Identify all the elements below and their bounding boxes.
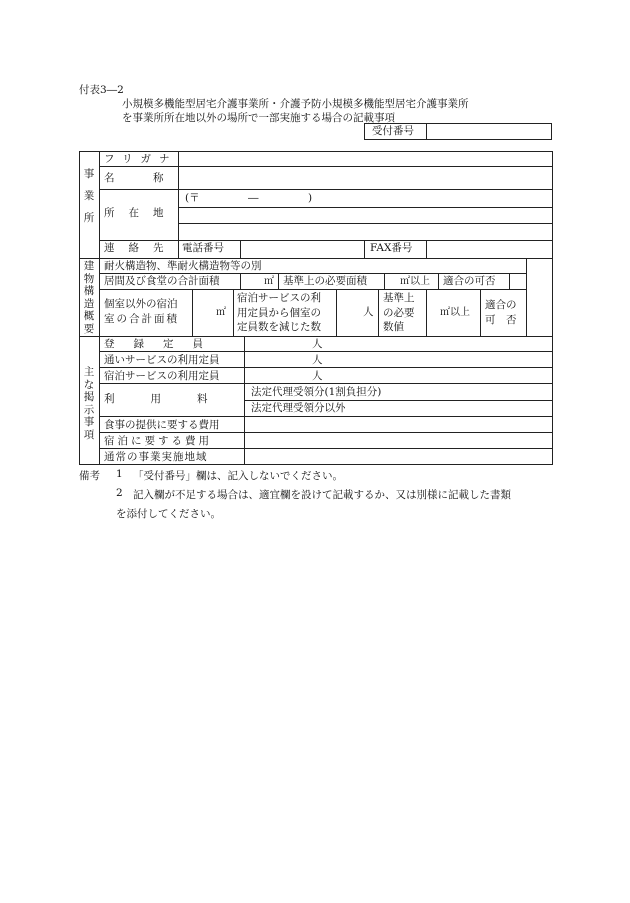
building-section-label: 建物構造概要: [83, 260, 95, 335]
office-section-label: 事 業 所: [83, 168, 95, 224]
postal-dash: ―: [248, 192, 259, 204]
remark-1-text: 「受付番号」欄は、記入しないでください。: [133, 470, 343, 482]
remarks-label: 備考: [79, 470, 100, 482]
stay-service-capacity-unit: 人: [312, 370, 323, 382]
usage-fee-label: 利用料: [104, 393, 244, 405]
form-id: 付表3―2: [79, 84, 124, 96]
stay-service-capacity-label: 宿泊サービスの利用定員: [104, 370, 220, 382]
meal-cost-field[interactable]: [248, 419, 548, 432]
required-value-label: 基準上 の必要 数値: [383, 292, 415, 333]
address-label: 所在地: [104, 207, 178, 219]
day-service-capacity-label: 通いサービスの利用定員: [104, 354, 220, 366]
standard-area-unit: ㎡以上: [400, 276, 430, 287]
living-area-label: 居間及び食堂の合計面積: [104, 275, 220, 287]
contact-label: 連絡先: [104, 242, 178, 254]
living-area-unit: ㎡: [264, 276, 274, 287]
capacity-diff-label: 宿泊サービスの利 用定員から個室の 定員数を減じた数: [237, 292, 321, 333]
day-service-capacity-unit: 人: [312, 354, 323, 366]
stay-cost-label: 宿泊に要する費用: [104, 435, 212, 447]
phone-label: 電話番号: [182, 242, 224, 254]
service-area-label: 通常の事業実施地域: [104, 451, 208, 463]
compliance-field[interactable]: [511, 275, 524, 288]
remark-2-text-line1: 記入欄が不足する場合は、適宜欄を設けて記載するか、又は別様に記載した書類: [133, 489, 511, 501]
private-room-area-label: 個室以外の宿泊 室の合計面積: [104, 298, 179, 325]
remark-1-number: 1: [116, 468, 123, 480]
phone-field[interactable]: [244, 242, 360, 255]
office-name-label: 名 称: [104, 172, 178, 184]
furigana-label: フリガナ: [104, 153, 178, 165]
meal-cost-label: 食事の提供に要する費用: [104, 419, 220, 431]
remark-2-number: 2: [116, 487, 123, 499]
remark-2-text-line2: を添付してください。: [116, 508, 221, 520]
stay-cost-field[interactable]: [248, 435, 548, 448]
fax-label: FAX番号: [370, 242, 413, 254]
capacity-diff-unit: 人: [363, 306, 374, 318]
required-value-unit: ㎡以上: [440, 307, 470, 318]
notices-section-label: 主な掲示事項: [83, 366, 95, 441]
fax-field[interactable]: [430, 242, 548, 255]
registered-capacity-unit: 人: [312, 338, 323, 350]
postal-close: ): [308, 192, 313, 204]
address-field[interactable]: [182, 209, 548, 222]
receipt-number-label: 受付番号: [372, 125, 414, 137]
service-area-field[interactable]: [248, 451, 548, 464]
receipt-number-field[interactable]: [430, 125, 548, 138]
form-title-line2: を事業所所在地以外の場所で一部実施する場合の記載事項: [122, 112, 395, 124]
fee-option-other: 法定代理受領分以外: [251, 402, 346, 414]
form-title-line1: 小規模多機能型居宅介護事業所・介護予防小規模多機能型居宅介護事業所: [122, 98, 469, 110]
postal-open: (〒: [185, 192, 200, 204]
private-room-area-unit: ㎡: [216, 307, 226, 318]
compliance2-label: 適合の 可 否: [485, 299, 517, 326]
fireproof-structure-label: 耐火構造物、準耐火構造物等の別: [104, 260, 262, 272]
compliance-label: 適合の可否: [443, 275, 496, 287]
fee-option-statutory: 法定代理受領分(1割負担分): [251, 386, 382, 398]
standard-area-label: 基準上の必要面積: [283, 275, 367, 287]
office-name-field[interactable]: [182, 172, 548, 187]
furigana-field[interactable]: [182, 153, 548, 166]
registered-capacity-label: 登録定員: [104, 338, 222, 350]
